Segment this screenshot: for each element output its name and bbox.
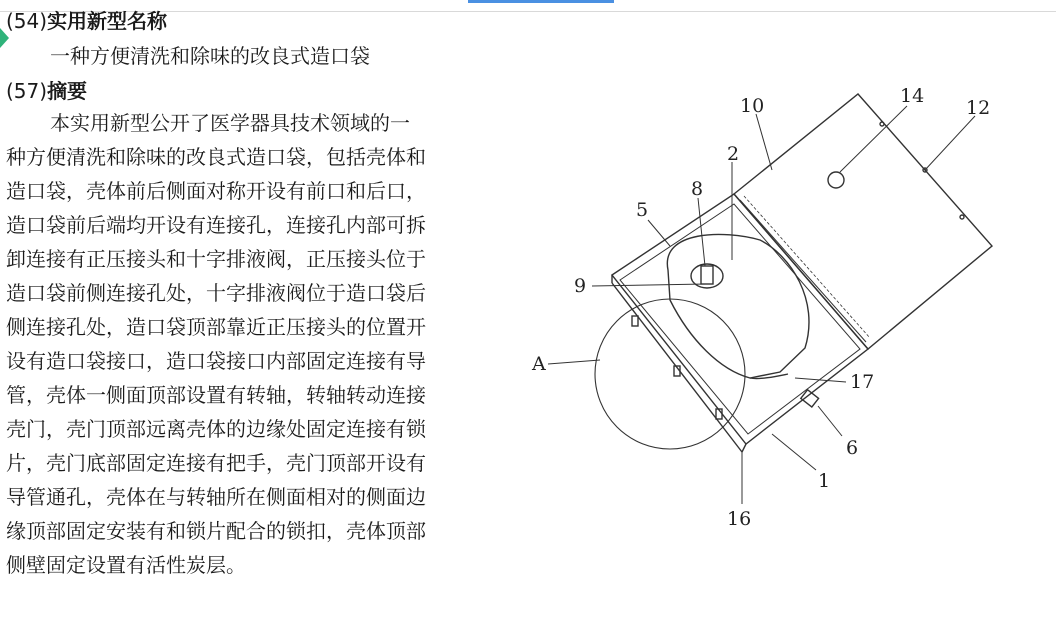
- abstract-line: 设有造口袋接口，造口袋接口内部固定连接有导: [6, 349, 426, 373]
- abstract-line: 管，壳体一侧面顶部设置有转轴，转轴转动连接: [6, 383, 426, 407]
- abstract-line: 造口袋前侧连接孔处，十字排液阀位于造口袋后: [6, 281, 426, 305]
- abstract-line: 侧连接孔处，造口袋顶部靠近正压接头的位置开: [6, 315, 426, 339]
- leader-6: [818, 406, 842, 436]
- hinge-block: [632, 316, 638, 326]
- door-panel: [734, 94, 992, 349]
- leader-10: [756, 114, 772, 170]
- abstract-line: 造口袋，壳体前后侧面对称开设有前口和后口，: [6, 179, 426, 203]
- leader-8: [698, 198, 705, 266]
- abstract-line: 侧壁固定设置有活性炭层。: [6, 553, 246, 577]
- leader-a: [548, 360, 600, 364]
- patent-text: [6, 6, 481, 582]
- abstract-body: [6, 106, 481, 582]
- abstract-line: 导管通孔，壳体在与转轴所在侧面相对的侧面边: [6, 485, 426, 509]
- label-12: 12: [966, 97, 991, 119]
- heading-57-text: 摘要: [47, 79, 88, 103]
- label-8: 8: [691, 178, 704, 200]
- heading-54-num: (54): [6, 9, 48, 33]
- abstract-line: 种方便清洗和除味的改良式造口袋，包括壳体和: [6, 145, 426, 169]
- label-10: 10: [740, 95, 765, 117]
- label-2: 2: [727, 143, 740, 165]
- heading-54-text: 实用新型名称: [47, 9, 168, 33]
- patent-figure: [520, 70, 1050, 540]
- leader-9: [592, 284, 706, 286]
- leader-12: [925, 116, 975, 170]
- pressure-joint-core: [701, 266, 713, 284]
- ostomy-bag-drawing: [520, 70, 1050, 540]
- heading-54: [6, 6, 481, 36]
- abstract-line: 缘顶部固定安装有和锁片配合的锁扣，壳体顶部: [6, 519, 426, 543]
- label-6: 6: [846, 437, 859, 459]
- housing-bottom-edge: [612, 283, 742, 452]
- abstract-line: 卸连接有正压接头和十字排液阀，正压接头位于: [6, 247, 426, 271]
- label-a: A: [532, 353, 546, 375]
- abstract-line: 造口袋前后端均开设有连接孔，连接孔内部可拆: [6, 213, 426, 237]
- abstract-line: 壳门，壳门顶部远离壳体的边缘处固定连接有锁: [6, 417, 426, 441]
- leader-1: [772, 434, 816, 470]
- utility-model-name: 一种方便清洗和除味的改良式造口袋: [50, 44, 370, 68]
- label-14: 14: [900, 85, 925, 107]
- abstract-line: 片，壳门底部固定连接有把手，壳门顶部开设有: [6, 451, 426, 475]
- label-1: 1: [818, 470, 831, 492]
- tab-indicator: [468, 0, 614, 3]
- heading-57: [6, 76, 481, 106]
- label-9: 9: [574, 275, 587, 297]
- heading-57-num: (57): [6, 79, 48, 103]
- label-5: 5: [636, 199, 649, 221]
- label-17: 17: [850, 371, 875, 393]
- leader-5: [648, 220, 670, 246]
- label-16: 16: [727, 508, 752, 530]
- abstract-line: 本实用新型公开了医学器具技术领域的一: [50, 111, 410, 135]
- housing-corner: [742, 444, 746, 452]
